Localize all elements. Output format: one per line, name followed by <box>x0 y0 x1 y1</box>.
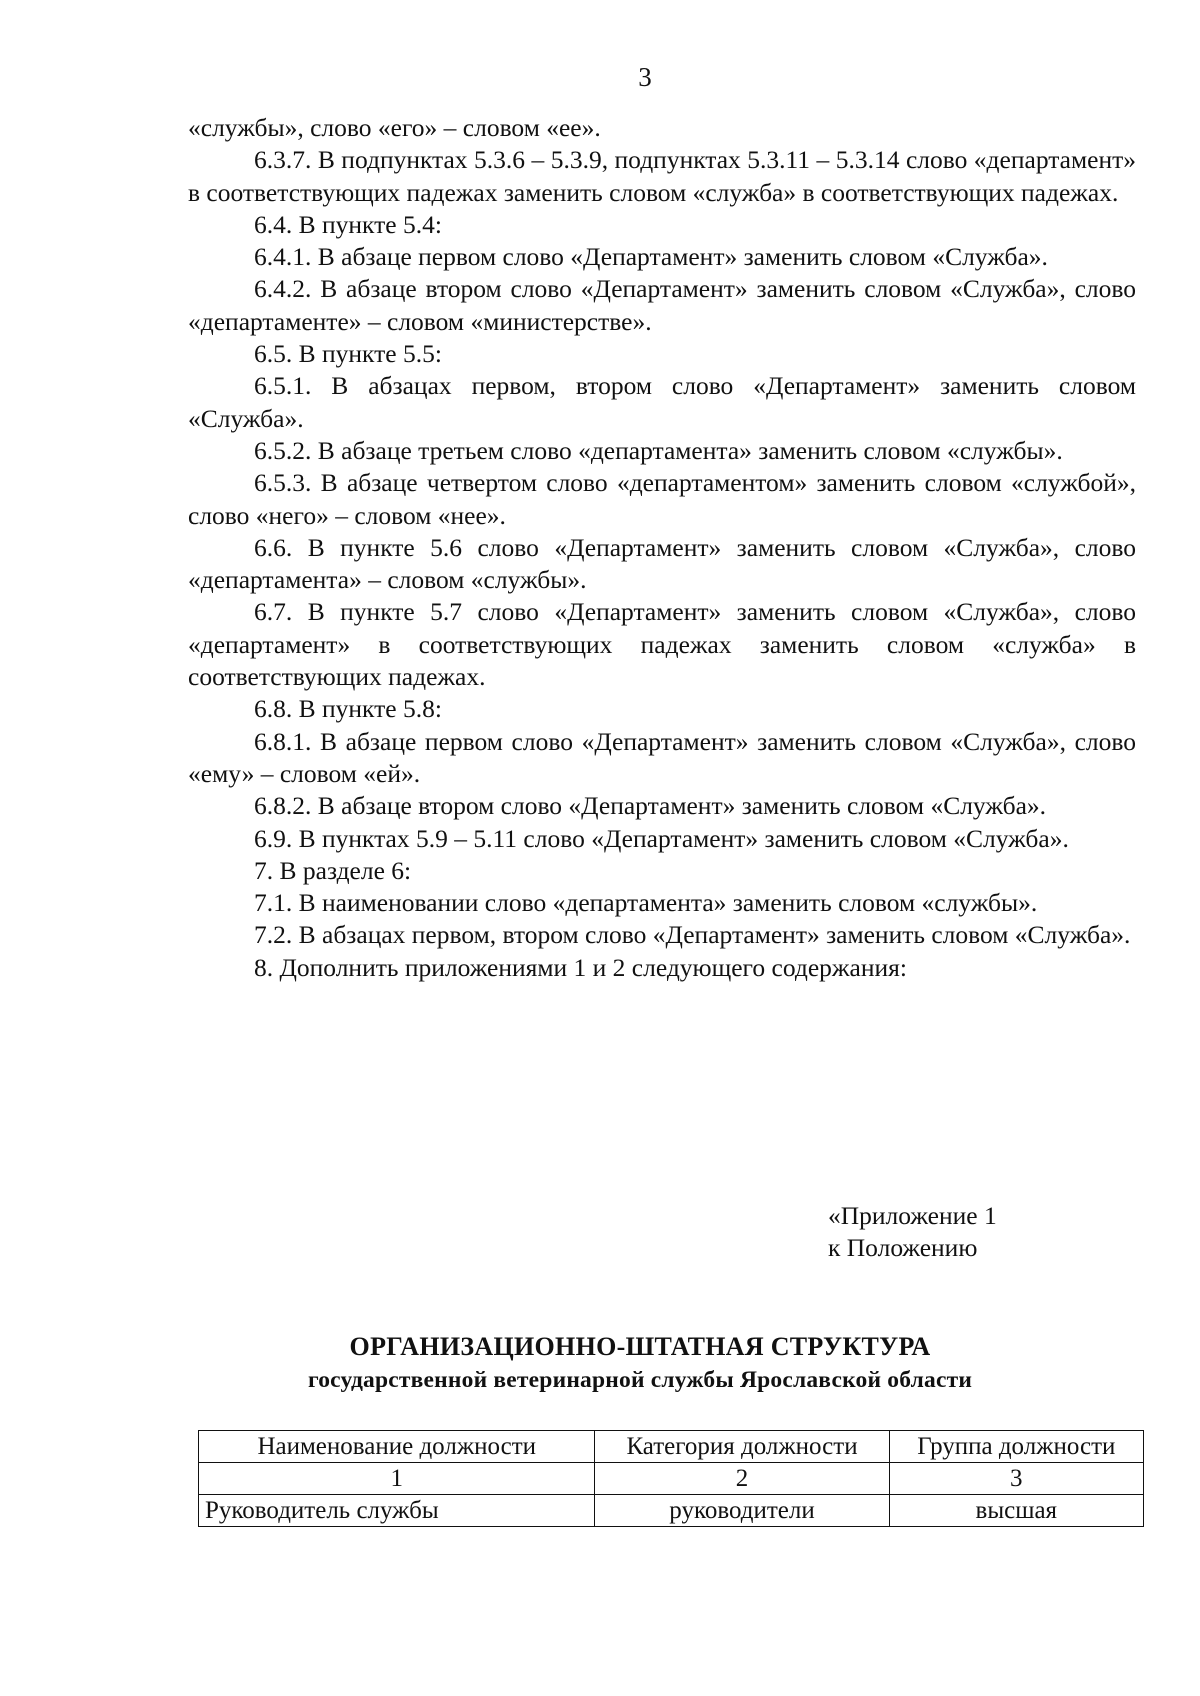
page-number: 3 <box>638 62 652 92</box>
table-header-cell: Группа должности <box>889 1431 1143 1463</box>
paragraph-8: 8. Дополнить приложениями 1 и 2 следующего содержания: <box>254 952 907 982</box>
table-header-cell: Категория должности <box>595 1431 889 1463</box>
appendix-reference <box>828 1200 997 1264</box>
table-header-row <box>199 1431 1144 1463</box>
paragraph-6-5-1: 6.5.1. В абзацах первом, втором слово «Департамент» заменить словом «Служба». <box>188 371 1136 433</box>
table-numbering-row <box>199 1463 1144 1495</box>
structure-title-line1: ОРГАНИЗАЦИОННО-ШТАТНАЯ СТРУКТУРА <box>349 1332 931 1361</box>
staffing-table <box>198 1430 1144 1527</box>
paragraph-6-7: 6.7. В пункте 5.7 слово «Департамент» заменить словом «Служба», слово «департамент» в соответствующих падежах заменить словом «служба» в соответствующих падежах. <box>188 597 1136 692</box>
table-cell: высшая <box>889 1495 1143 1527</box>
paragraph-6-5-2: 6.5.2. В абзаце третьем слово «департамента» заменить словом «службы». <box>254 435 1063 465</box>
table-cell: Руководитель службы <box>199 1495 595 1527</box>
structure-title-line2: государственной ветеринарной службы Ярославской области <box>307 1367 973 1393</box>
paragraph-6-8-1: 6.8.1. В абзаце первом слово «Департамент» заменить словом «Служба», слово «ему» – словом «ей». <box>188 726 1136 788</box>
structure-title <box>0 1330 1200 1396</box>
paragraph-6-3-7: 6.3.7. В подпунктах 5.3.6 – 5.3.9, подпунктах 5.3.11 – 5.3.14 слово «департамент» в соответствующих падежах заменить словом «служба» в соответствующих падежах. <box>188 145 1136 207</box>
paragraph-6-8-2: 6.8.2. В абзаце втором слово «Департамент» заменить словом «Служба». <box>254 791 1047 821</box>
document-body <box>188 112 1136 984</box>
paragraph-6-4-2: 6.4.2. В абзаце втором слово «Департамент» заменить словом «Служба», слово «департаменте» – словом «министерстве». <box>188 274 1136 336</box>
paragraph-6-5-3: 6.5.3. В абзаце четвертом слово «департаментом» заменить словом «службой», слово «него» – словом «нее». <box>188 468 1136 530</box>
table-cell: 2 <box>595 1463 889 1495</box>
paragraph-7-2: 7.2. В абзацах первом, втором слово «Департамент» заменить словом «Служба». <box>254 920 1131 950</box>
paragraph-7-1: 7.1. В наименовании слово «департамента» заменить словом «службы». <box>254 888 1038 918</box>
table-row <box>199 1495 1144 1527</box>
paragraph-6-5: 6.5. В пункте 5.5: <box>254 339 442 369</box>
table-cell: руководители <box>595 1495 889 1527</box>
paragraph-0: «службы», слово «его» – словом «ее». <box>188 113 601 142</box>
paragraph-6-8: 6.8. В пункте 5.8: <box>254 694 442 724</box>
table-cell: 3 <box>889 1463 1143 1495</box>
paragraph-6-4-1: 6.4.1. В абзаце первом слово «Департамент» заменить словом «Служба». <box>254 242 1048 272</box>
paragraph-6-9: 6.9. В пунктах 5.9 – 5.11 слово «Департамент» заменить словом «Служба». <box>254 823 1069 853</box>
paragraph-7: 7. В разделе 6: <box>254 855 412 885</box>
appendix-ref-line2: к Положению <box>828 1233 978 1262</box>
table-header-cell: Наименование должности <box>199 1431 595 1463</box>
table-cell: 1 <box>199 1463 595 1495</box>
appendix-ref-line1: «Приложение 1 <box>828 1201 997 1230</box>
paragraph-6-4: 6.4. В пункте 5.4: <box>254 209 442 239</box>
paragraph-6-6: 6.6. В пункте 5.6 слово «Департамент» заменить словом «Служба», слово «департамента» – словом «службы». <box>188 532 1136 595</box>
